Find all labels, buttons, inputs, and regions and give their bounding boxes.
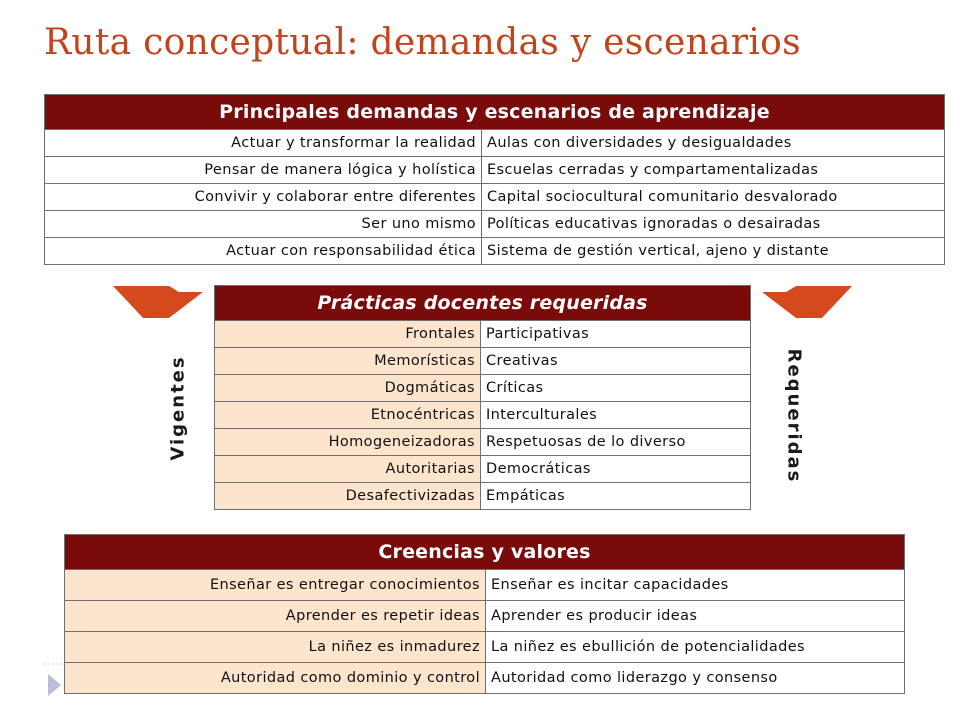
practicas-row-cell-left: Desafectivizadas — [215, 483, 481, 510]
demandas-row — [45, 130, 945, 157]
requeridas-label: Requeridas — [783, 348, 805, 484]
creencias-row-cell-right: Autoridad como liderazgo y consenso — [486, 663, 905, 694]
practicas-row — [215, 321, 751, 348]
demandas-row-cell-right: Sistema de gestión vertical, ajeno y distante — [482, 238, 945, 265]
demandas-row — [45, 184, 945, 211]
demandas-header: Principales demandas y escenarios de aprendizaje — [45, 95, 945, 130]
creencias-row-cell-right: Aprender es producir ideas — [486, 601, 905, 632]
creencias-table — [64, 534, 905, 694]
demandas-row-cell-left: Ser uno mismo — [45, 211, 482, 238]
creencias-row-cell-left: La niñez es inmadurez — [65, 632, 486, 663]
demandas-row-cell-right: Escuelas cerradas y compartamentalizadas — [482, 157, 945, 184]
practicas-row-cell-left: Homogeneizadoras — [215, 429, 481, 456]
practicas-row — [215, 429, 751, 456]
practicas-row-cell-right: Democráticas — [481, 456, 751, 483]
practicas-row-cell-right: Críticas — [481, 375, 751, 402]
demandas-row — [45, 211, 945, 238]
practicas-row — [215, 483, 751, 510]
creencias-row — [65, 663, 905, 694]
practicas-row — [215, 402, 751, 429]
demandas-row — [45, 157, 945, 184]
slide-title: Ruta conceptual: demandas y escenarios — [44, 22, 801, 63]
left-down-arrow-icon — [109, 283, 205, 319]
demandas-row-cell-left: Actuar y transformar la realidad — [45, 130, 482, 157]
practicas-body — [215, 321, 751, 510]
demandas-row-cell-left: Pensar de manera lógica y holística — [45, 157, 482, 184]
practicas-row-cell-left: Autoritarias — [215, 456, 481, 483]
creencias-row — [65, 632, 905, 663]
right-down-arrow-icon — [760, 283, 856, 319]
demandas-row-cell-right: Capital sociocultural comunitario desvalorado — [482, 184, 945, 211]
practicas-row-cell-right: Participativas — [481, 321, 751, 348]
creencias-row — [65, 601, 905, 632]
practicas-row-cell-right: Empáticas — [481, 483, 751, 510]
practicas-header: Prácticas docentes requeridas — [215, 286, 751, 321]
practicas-row-cell-left: Dogmáticas — [215, 375, 481, 402]
practicas-row — [215, 375, 751, 402]
creencias-row — [65, 570, 905, 601]
creencias-body — [65, 570, 905, 694]
creencias-row-cell-right: La niñez es ebullición de potencialidades — [486, 632, 905, 663]
practicas-row-cell-right: Respetuosas de lo diverso — [481, 429, 751, 456]
creencias-row-cell-left: Autoridad como dominio y control — [65, 663, 486, 694]
vigentes-label: Vigentes — [167, 355, 189, 461]
practicas-row-cell-left: Etnocéntricas — [215, 402, 481, 429]
demandas-row-cell-left: Actuar con responsabilidad ética — [45, 238, 482, 265]
slide-decoration-chevron-icon — [44, 662, 64, 702]
practicas-row-cell-left: Memorísticas — [215, 348, 481, 375]
demandas-row-cell-right: Aulas con diversidades y desigualdades — [482, 130, 945, 157]
practicas-row-cell-right: Interculturales — [481, 402, 751, 429]
creencias-row-cell-left: Aprender es repetir ideas — [65, 601, 486, 632]
practicas-row — [215, 348, 751, 375]
practicas-table — [214, 285, 751, 510]
demandas-table — [44, 94, 945, 265]
creencias-row-cell-right: Enseñar es incitar capacidades — [486, 570, 905, 601]
practicas-row-cell-right: Creativas — [481, 348, 751, 375]
demandas-row-cell-right: Políticas educativas ignoradas o desairadas — [482, 211, 945, 238]
practicas-row-cell-left: Frontales — [215, 321, 481, 348]
demandas-row — [45, 238, 945, 265]
demandas-row-cell-left: Convivir y colaborar entre diferentes — [45, 184, 482, 211]
demandas-body — [45, 130, 945, 265]
creencias-row-cell-left: Enseñar es entregar conocimientos — [65, 570, 486, 601]
creencias-header: Creencias y valores — [65, 535, 905, 570]
practicas-row — [215, 456, 751, 483]
